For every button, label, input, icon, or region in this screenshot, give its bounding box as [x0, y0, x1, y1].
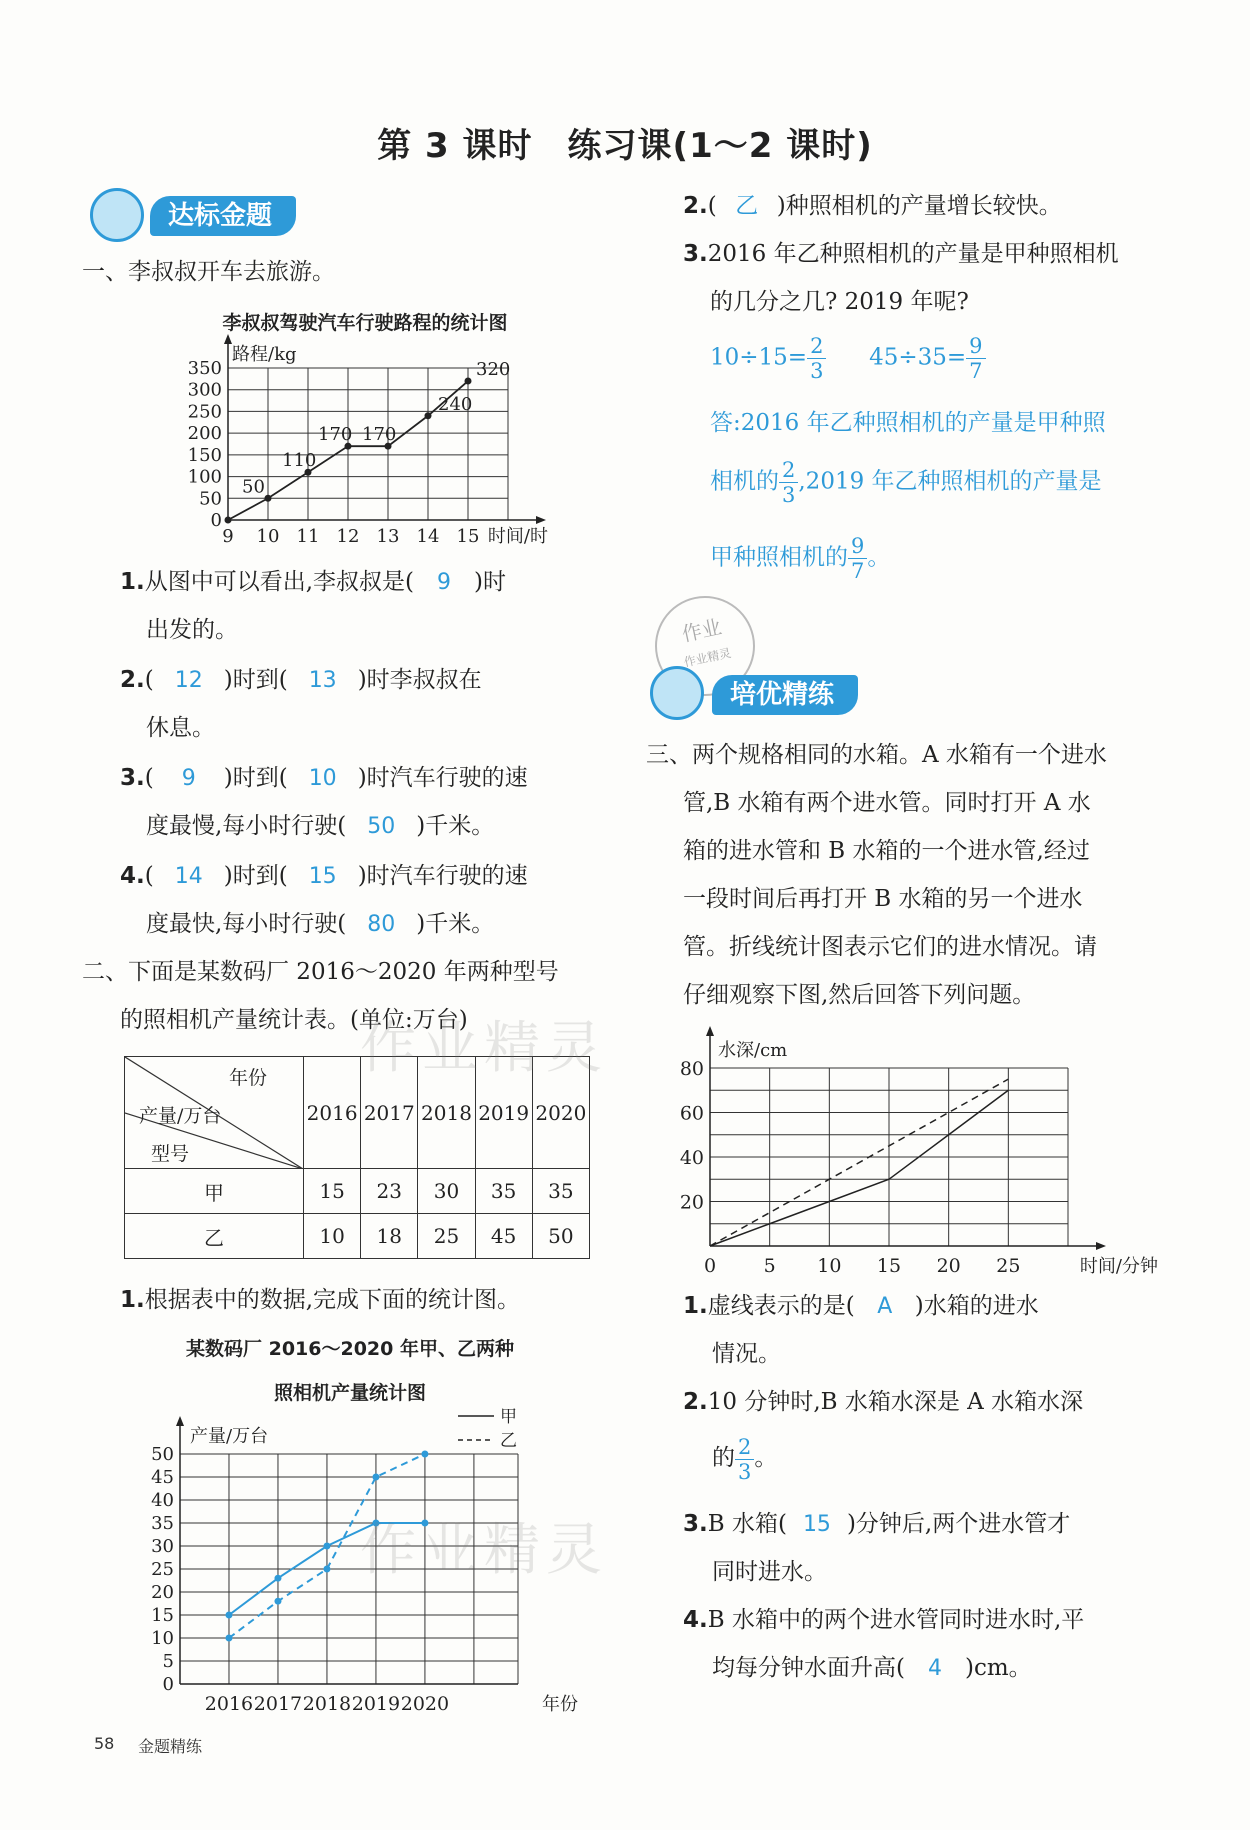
data-label: 320: [476, 359, 511, 381]
table-h-year: 年份: [229, 1067, 268, 1089]
table-cell: 25: [418, 1214, 475, 1259]
y-tick-label: 15: [151, 1605, 174, 1626]
y-tick-label: 0: [162, 1674, 174, 1695]
table-cell: 15: [304, 1169, 361, 1214]
table-year-cell: 2018: [418, 1057, 475, 1169]
y-tick-label: 0: [210, 510, 222, 531]
q3-sub3-line2: 同时进水。: [712, 1559, 827, 1585]
y-axis-label: 产量/万台: [190, 1426, 269, 1447]
y-tick-label: 150: [187, 444, 222, 466]
y-axis-arrow: [224, 334, 232, 344]
data-label: 50: [242, 476, 265, 498]
x-tick-label: 5: [763, 1255, 776, 1277]
q2-calc: 10÷15= $\frac{2}{3}$ 45÷35= $\frac{9}{7}$: [710, 334, 986, 383]
q2-sub3-line1: 3.2016 年乙种照相机的产量是甲种照相机: [683, 241, 1119, 267]
tank-b-solid-line: [710, 1090, 1008, 1246]
y-axis-label: 路程/kg: [232, 344, 297, 365]
table-year-cell: 2019: [475, 1057, 532, 1169]
q3-line4: 一段时间后再打开 B 水箱的另一个进水: [683, 886, 1083, 912]
q3-line6: 仔细观察下图,然后回答下列问题。: [683, 982, 1036, 1008]
page-number: 58: [94, 1734, 115, 1753]
data-point: [425, 412, 432, 419]
section-badge-dabiao: 达标金题: [150, 196, 296, 236]
q3-line2: 管,B 水箱有两个进水管。同时打开 A 水: [683, 790, 1091, 816]
y-tick-label: 35: [151, 1513, 174, 1534]
panda-mascot-icon: [650, 666, 704, 720]
watermark-text: 作业精灵: [360, 1518, 608, 1583]
data-point: [225, 517, 232, 524]
table-cell: 30: [418, 1169, 475, 1214]
y-tick-label: 45: [151, 1467, 174, 1488]
watermark-text: 作业精灵: [360, 1016, 608, 1081]
x-tick-label: 20: [936, 1255, 961, 1277]
x-tick-label: 2017: [253, 1693, 303, 1715]
q2-heading-line2: 的照相机产量统计表。(单位:万台): [120, 1007, 468, 1033]
y-tick-label: 40: [151, 1490, 174, 1511]
x-axis-label: 时间/时: [487, 526, 548, 547]
x-axis-arrow: [1096, 1242, 1106, 1250]
y-tick-label: 5: [162, 1651, 174, 1672]
q3-sub1: 1.虚线表示的是( A )水箱的进水: [683, 1293, 1039, 1319]
y-tick-label: 60: [679, 1102, 704, 1125]
data-point: [265, 495, 272, 502]
x-tick-label: 2016: [204, 1693, 254, 1715]
data-point: [465, 378, 472, 385]
table-row: [125, 1214, 590, 1259]
table-cell: 18: [361, 1214, 418, 1259]
x-tick-label: 0: [703, 1255, 717, 1277]
table-row: [125, 1169, 590, 1214]
table-cell: 45: [475, 1214, 532, 1259]
y-tick-label: 10: [151, 1628, 174, 1649]
data-point: [421, 1451, 428, 1458]
x-tick-label: 25: [996, 1255, 1021, 1277]
data-point: [274, 1598, 281, 1605]
q1-item-4: 4.( 14 )时到( 15 )时汽车行驶的速: [120, 863, 528, 889]
table-cell: 35: [475, 1169, 532, 1214]
data-point: [323, 1543, 330, 1550]
chart1-title: 李叔叔驾驶汽车行驶路程的统计图: [222, 312, 508, 334]
x-tick-label: 10: [256, 526, 280, 547]
table-h-qty: 产量/万台: [139, 1105, 222, 1127]
q3-sub2-line2: 的 $\frac{2}{3}$ 。: [712, 1434, 778, 1484]
q3-sub1-line2: 情况。: [712, 1341, 781, 1367]
section-badge-peiyou: 培优精练: [712, 675, 858, 715]
table-cell: 10: [304, 1214, 361, 1259]
table-year-cell: 2017: [361, 1057, 418, 1169]
x-axis-label: 时间/分钟: [1079, 1256, 1158, 1277]
y-tick-label: 350: [187, 358, 222, 379]
q3-sub4-line2: 均每分钟水面升高( 4 )cm。: [712, 1655, 1032, 1681]
table-year-cell: 2016: [304, 1057, 361, 1169]
q2-answer-line3: 甲种照相机的 $\frac{9}{7}$ 。: [710, 534, 891, 583]
x-tick-label: 2018: [302, 1693, 352, 1715]
table-row-label: 乙: [125, 1214, 304, 1259]
x-tick-label: 13: [376, 526, 400, 547]
q3-sub2-line1: 2.10 分钟时,B 水箱水深是 A 水箱水深: [683, 1389, 1084, 1415]
x-tick-label: 2019: [351, 1693, 401, 1715]
data-label: 170: [318, 424, 353, 446]
y-tick-label: 20: [151, 1582, 174, 1603]
data-point: [225, 1635, 232, 1642]
data-label: 110: [282, 450, 317, 472]
page-title: 第 3 课时 练习课(1～2 课时): [377, 126, 873, 166]
y-tick-label: 300: [187, 379, 222, 401]
data-label: 240: [438, 393, 473, 415]
y-tick-label: 20: [679, 1191, 704, 1214]
y-tick-label: 80: [679, 1058, 704, 1080]
x-tick-label: 11: [296, 526, 320, 547]
data-point: [372, 1474, 379, 1481]
q2-answer-line1: 答:2016 年乙种照相机的产量是甲种照: [710, 410, 1106, 436]
chart2-title-1: 某数码厂 2016～2020 年甲、乙两种: [186, 1338, 514, 1360]
y-tick-label: 100: [187, 466, 222, 488]
table-cell: 35: [532, 1169, 589, 1214]
chart2-title-2: 照相机产量统计图: [273, 1382, 426, 1404]
q2-heading-line1: 二、下面是某数码厂 2016～2020 年两种型号: [82, 959, 559, 985]
q2-sub1: 1.根据表中的数据,完成下面的统计图。: [120, 1287, 521, 1313]
data-point: [274, 1575, 281, 1582]
y-tick-label: 40: [679, 1147, 704, 1169]
q3-sub3: 3.B 水箱( 15 )分钟后,两个进水管才: [683, 1511, 1071, 1537]
y-tick-label: 200: [187, 423, 222, 445]
tank-a-dashed-line: [710, 1079, 1008, 1246]
x-tick-label: 14: [416, 526, 440, 547]
x-tick-label: 9: [222, 526, 234, 547]
q2-sub3-line2: 的几分之几? 2019 年呢?: [710, 289, 969, 315]
q1-item-2: 2.( 12 )时到( 13 )时李叔叔在: [120, 667, 482, 693]
x-axis-label: 年份: [542, 1694, 578, 1715]
x-tick-label: 15: [456, 526, 480, 547]
q1-item-3-line2: 度最慢,每小时行驶( 50 )千米。: [146, 813, 495, 839]
q3-sub4-line1: 4.B 水箱中的两个进水管同时进水时,平: [683, 1607, 1085, 1633]
x-tick-label: 15: [876, 1255, 902, 1277]
q1-item-1-line2: 出发的。: [146, 617, 238, 643]
production-table: [124, 1056, 590, 1259]
q2-answer-line2: 相机的 $\frac{2}{3}$ ,2019 年乙种照相机的产量是: [710, 458, 1102, 507]
data-point: [225, 1612, 232, 1619]
q3-line3: 箱的进水管和 B 水箱的一个进水管,经过: [683, 838, 1090, 864]
y-axis-arrow: [176, 1416, 184, 1426]
y-axis-label: 水深/cm: [718, 1040, 788, 1061]
x-axis-arrow: [536, 516, 546, 524]
q1-heading: 一、李叔叔开车去旅游。: [82, 259, 335, 285]
water-depth-chart: [670, 1022, 1170, 1282]
table-cell: 23: [361, 1169, 418, 1214]
book-name: 金题精练: [138, 1737, 203, 1756]
x-tick-label: 2020: [400, 1693, 450, 1715]
legend-label: 乙: [500, 1431, 517, 1451]
stamp-watermark: 作业 作业精灵: [646, 587, 765, 706]
y-tick-label: 30: [151, 1536, 174, 1557]
table-h-model: 型号: [151, 1143, 190, 1165]
y-tick-label: 250: [187, 401, 222, 423]
q2-sub2: 2.( 乙 )种照相机的产量增长较快。: [683, 193, 1062, 219]
table-year-cell: 2020: [532, 1057, 589, 1169]
q1-item-1: 1.从图中可以看出,李叔叔是( 9 )时: [120, 569, 507, 595]
legend-label: 甲: [500, 1407, 517, 1427]
panda-mascot-icon: [90, 188, 144, 242]
table-cell: 50: [532, 1214, 589, 1259]
table-diagonal-header: [125, 1057, 304, 1169]
x-tick-label: 10: [817, 1255, 842, 1277]
q1-item-3: 3.( 9 )时到( 10 )时汽车行驶的速: [120, 765, 528, 791]
y-tick-label: 50: [151, 1444, 174, 1465]
x-tick-label: 12: [336, 526, 360, 547]
data-label: 170: [362, 424, 397, 446]
table-row-label: 甲: [125, 1169, 304, 1214]
distance-line-chart: [140, 330, 580, 550]
q1-item-2-line2: 休息。: [146, 715, 215, 741]
y-axis-arrow: [706, 1026, 714, 1036]
q1-item-4-line2: 度最快,每小时行驶( 80 )千米。: [146, 911, 495, 937]
y-tick-label: 50: [199, 488, 222, 510]
data-point: [323, 1566, 330, 1573]
q3-line1: 三、两个规格相同的水箱。A 水箱有一个进水: [646, 742, 1107, 768]
y-tick-label: 25: [151, 1559, 174, 1580]
q3-line5: 管。折线统计图表示它们的进水情况。请: [683, 934, 1097, 960]
